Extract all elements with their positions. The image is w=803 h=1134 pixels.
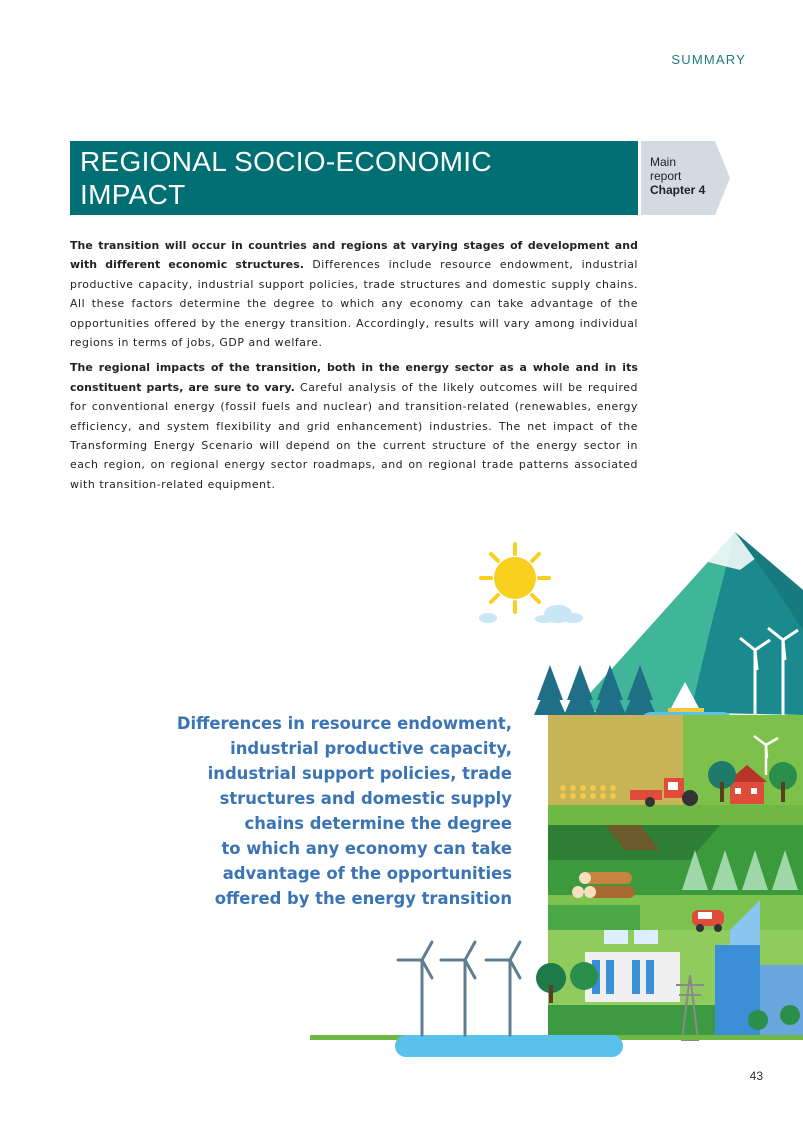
paragraph-1-lead: The transition will occur in countries and regions at varying stages of development and with different economic structures. <box>70 239 638 272</box>
pull-quote-line: offered by the energy transition <box>214 889 512 908</box>
pull-quote-line: Differences in resource endowment, <box>176 714 512 733</box>
chapter-tab-line-1: Main <box>650 155 677 169</box>
pull-quote-line: industrial support policies, trade <box>207 764 512 783</box>
pull-quote-line: advantage of the opportunities <box>222 864 512 883</box>
cloud-icon <box>479 605 583 623</box>
body-text <box>70 236 638 500</box>
lake-icon <box>395 1035 623 1057</box>
paragraph-2-lead: The regional impacts of the transition, both in the energy sector as a whole and in its constituent parts, are sure to vary. <box>70 361 638 394</box>
paragraph-1 <box>70 236 638 352</box>
page-number: 43 <box>749 1069 763 1083</box>
page-title <box>70 141 638 215</box>
wind-turbine-icon <box>398 942 520 1035</box>
sun-icon <box>481 544 549 612</box>
chapter-tab-line-2: report <box>650 169 682 183</box>
section-label: SUMMARY <box>671 52 746 67</box>
pull-quote-line: to which any economy can take <box>221 839 512 858</box>
paragraph-1-rest: Differences include resource endowment, industrial productive capacity, industrial support policies, trade structures and domestic supply chains. All these factors determine the degree to which any economy can take advantage of the opportunities offered by the energy transition. Accordingly, results will vary among individual regions in terms of jobs, GDP and welfare. <box>70 258 638 350</box>
page-title-line-2: IMPACT <box>80 179 186 210</box>
pull-quote-line: chains determine the degree <box>244 814 512 833</box>
paragraph-2-rest: Careful analysis of the likely outcomes will be required for conventional energy (fossil fuels and nuclear) and transition-related (renewables, energy efficiency, and system flexibility and grid enhancement) industries. The net impact of the Transforming Energy Scenario will depend on the current structure of the energy sector in each region, on regional energy sector roadmaps, and on regional trade patterns associated with transition-related equipment. <box>70 380 638 491</box>
pull-quote <box>150 711 512 911</box>
pull-quote-line: industrial productive capacity, <box>230 739 512 758</box>
paragraph-2 <box>70 358 638 494</box>
chapter-tab[interactable] <box>641 141 731 215</box>
page-title-line-1: REGIONAL SOCIO-ECONOMIC <box>80 146 492 177</box>
chapter-tab-line-3: Chapter 4 <box>650 183 706 197</box>
factory-icon <box>585 952 680 1002</box>
pull-quote-line: structures and domestic supply <box>219 789 512 808</box>
